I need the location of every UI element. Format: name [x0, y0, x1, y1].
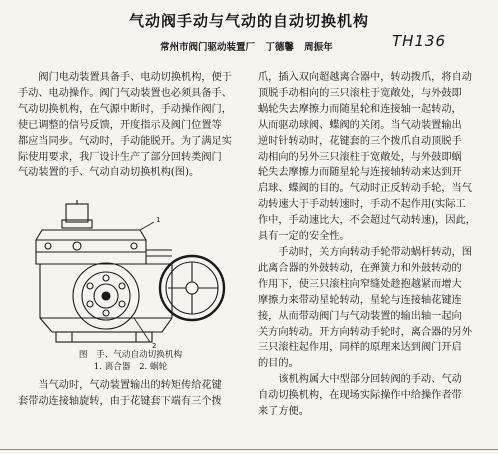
text-line: 手动时，关方向转动手轮带动蜗杆转动，图	[278, 246, 472, 258]
text-line: 该机构属大中型部分回转阀的手动、气动	[278, 374, 462, 386]
top-hub	[66, 204, 88, 222]
page-edge-rule	[0, 449, 498, 450]
text-line: 的目的。	[258, 358, 299, 370]
left-column-top	[18, 70, 240, 181]
article-title: 气动阀手动与气动的自动切换机构	[128, 12, 369, 30]
gearbox-body	[36, 230, 146, 264]
text-line: 套带动连接轴旋转，由于花键套下端有三个拨	[18, 395, 222, 407]
text-line: 具有一定的安全性。	[258, 231, 350, 243]
text-line: 关方向转动。开方向转动手轮时，离合器的另外	[258, 326, 472, 338]
author-name: 周振年	[304, 42, 333, 53]
text-line: 当气动时，气动装置输出的转矩传给花键	[38, 380, 222, 391]
text-line: 顶脱手动相向的三只滚柱于宽敞处，与外鼓即	[258, 87, 462, 99]
text-line: 阀门电动装置具备手、电动切换机构，便于	[38, 72, 232, 83]
classification-code: TH136	[392, 32, 447, 50]
text-line: 手动、电动操作。阀门气动装置也必须具备手、	[18, 87, 232, 99]
text-line: 动相向的另外三只滚柱于宽敞处，与外鼓即蜗	[258, 151, 462, 163]
text-line: 此离合器的外鼓转动，在弹簧力和外鼓转动的	[258, 262, 462, 274]
svg-text:1: 1	[156, 216, 161, 224]
figure-legend: 1. 离合器 2. 蜗轮	[93, 362, 168, 372]
text-line: 作用下，使三只滚柱向窄缝处趁抱越紧而增大	[258, 278, 462, 290]
text-line: 从而驱动球阀、蝶阀的关闭。当气动装置输出	[258, 119, 462, 131]
text-line: 蜗轮失去摩擦力而随星轮和连接轴一起转动，	[258, 103, 462, 115]
affiliation: 常州市阀门驱动装置厂	[160, 42, 256, 53]
mechanism-figure	[22, 200, 238, 350]
text-line: 气动切换机构，在气源中断时，手动操作阀门，	[18, 103, 232, 115]
text-line: 逆时针转动时，花键套的三个拨爪自动顶脱手	[258, 135, 462, 147]
text-line: 启球、蝶阀的目的。气动时正反转动手轮，当气	[258, 183, 472, 195]
text-line: 动转速大于手动转速时，手动不起作用(实际工	[258, 199, 466, 211]
left-column-bottom	[18, 378, 240, 410]
text-line: 爪，插入双向超越离合器中，转动拨爪，将自动	[258, 72, 472, 83]
text-line: 都应当同步。气动时，手动能脱开。为了满足实	[18, 135, 232, 147]
text-line: 自动切换机构，在现场实际操作中给操作者带	[258, 390, 462, 402]
figure-caption-block	[28, 349, 233, 373]
text-line: 轮失去摩擦力而随星轮与连接轴转动来达到开	[258, 167, 462, 179]
text-line: 摩擦力来带动星轮转动，星轮与连接轴花键连	[258, 294, 462, 306]
figure-caption: 图 手、气动自动切换机构	[78, 350, 183, 360]
text-line: 际使用要求，我厂设计生产了部分回转类阀门	[18, 151, 222, 163]
text-line: 三只滚柱起作用，同样的原理来达到阀门开启	[258, 342, 462, 354]
svg-text:2: 2	[152, 342, 157, 350]
text-line: 作中，手动速比大，不会超过气动转速)，因此，	[258, 215, 476, 227]
author-name: 丁德馨	[265, 42, 294, 53]
text-line: 来了方便。	[258, 406, 309, 418]
right-column	[258, 70, 482, 420]
text-line: 接，从而带动阀门与气动装置的输出轴一起向	[258, 310, 462, 322]
text-line: 气动装置的手、气动自动切换机构(图)。	[18, 167, 200, 179]
text-line: 使已调整的信号反馈，开度指示及阀门位置等	[18, 119, 222, 131]
author-line	[160, 39, 340, 53]
